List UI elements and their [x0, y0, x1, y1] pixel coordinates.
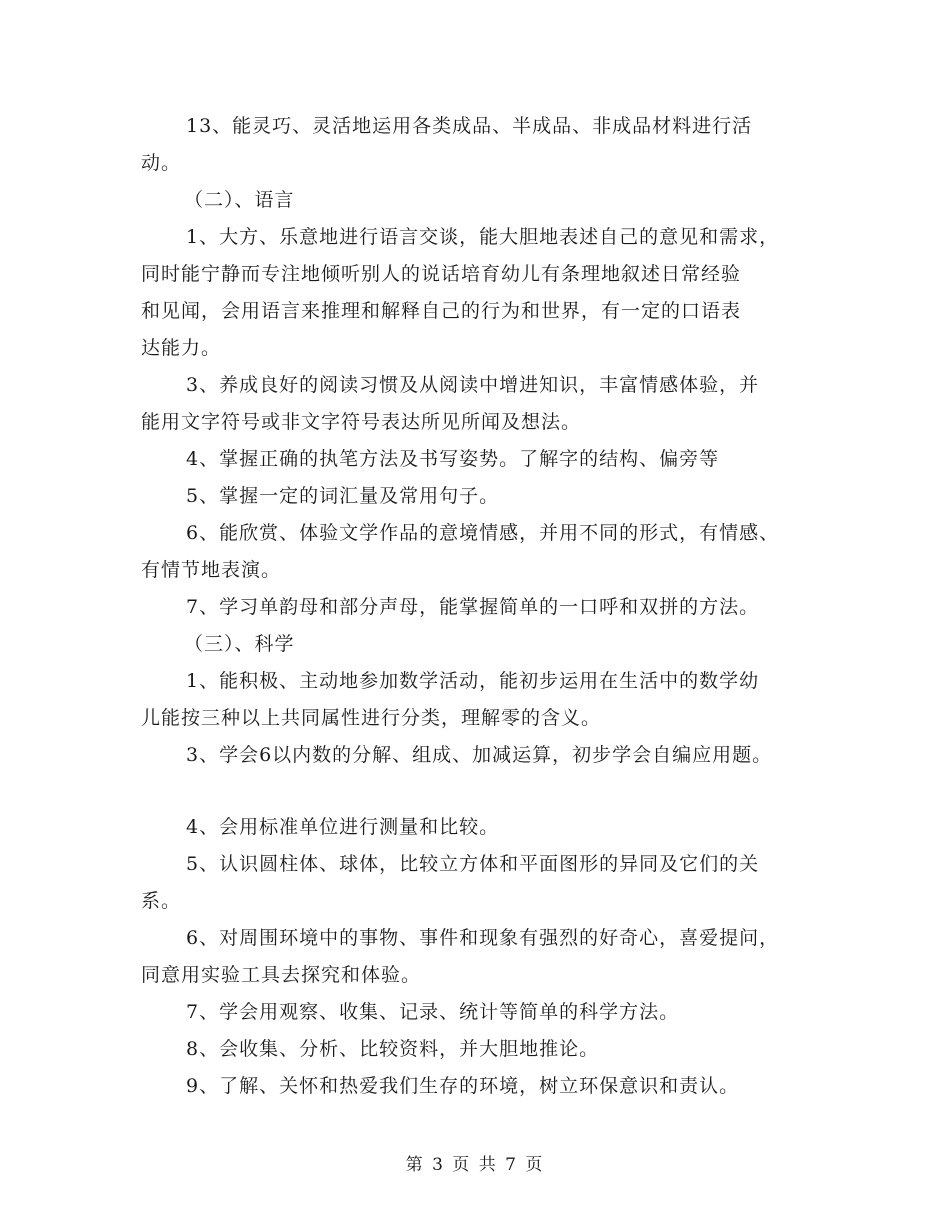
paragraph-line: 9、了解、关怀和热爱我们生存的环境，树立环保意识和责认。 — [186, 1075, 740, 1097]
paragraph-line: 3、学会6以内数的分解、组成、加减运算，初步学会自编应用题。 — [186, 744, 773, 766]
paragraph-line: 能用文字符号或非文字符号表达所见所闻及想法。 — [141, 411, 582, 433]
paragraph-line: 系。 — [141, 890, 182, 912]
paragraph-line: 8、会收集、分析、比较资料，并大胆地推论。 — [186, 1038, 600, 1060]
paragraph-line: 3、养成良好的阅读习惯及从阅读中增进知识，丰富情感体验，并 — [186, 374, 760, 396]
paragraph-line: 5、认识圆柱体、球体，比较立方体和平面图形的异同及它们的关 — [186, 853, 760, 875]
paragraph-line: 1、大方、乐意地进行语言交谈，能大胆地表述自己的意见和需求， — [186, 226, 780, 248]
paragraph-line: 4、掌握正确的执笔方法及书写姿势。了解字的结构、偏旁等 — [186, 448, 720, 470]
paragraph-line: 5、掌握一定的词汇量及常用句子。 — [186, 485, 500, 507]
paragraph-line: 儿能按三种以上共同属性进行分类，理解零的含义。 — [141, 707, 602, 729]
paragraph-line: 同意用实验工具去探究和体验。 — [141, 964, 422, 986]
paragraph-line: 7、学习单韵母和部分声母，能掌握简单的一口呼和双拼的方法。 — [186, 596, 760, 618]
paragraph-line: 7、学会用观察、收集、记录、统计等简单的科学方法。 — [186, 1001, 680, 1023]
section-heading: （三）、科学 — [184, 633, 295, 655]
paragraph-line: 6、能欣赏、体验文学作品的意境情感，并用不同的形式，有情感、 — [186, 522, 780, 544]
paragraph-line: 同时能宁静而专注地倾听别人的说话培育幼儿有条理地叙述日常经验 — [141, 263, 742, 285]
section-heading: （二）、语言 — [184, 189, 295, 211]
paragraph-line: 6、对周围环境中的事物、事件和现象有强烈的好奇心，喜爱提问， — [186, 927, 780, 949]
page-number-footer: 第 3 页 共 7 页 — [405, 1155, 545, 1175]
paragraph-line: 4、会用标准单位进行测量和比较。 — [186, 816, 500, 838]
paragraph-line: 和见闻，会用语言来推理和解释自己的行为和世界，有一定的口语表 — [141, 300, 742, 322]
paragraph-line: 达能力。 — [141, 337, 222, 359]
paragraph-line: 有情节地表演。 — [141, 559, 282, 581]
paragraph-line: 13、能灵巧、灵活地运用各类成品、半成品、非成品材料进行活 — [186, 115, 753, 137]
paragraph-line: 1、能积极、主动地参加数学活动，能初步运用在生活中的数学幼 — [186, 670, 760, 692]
paragraph-line: 动。 — [141, 152, 182, 174]
